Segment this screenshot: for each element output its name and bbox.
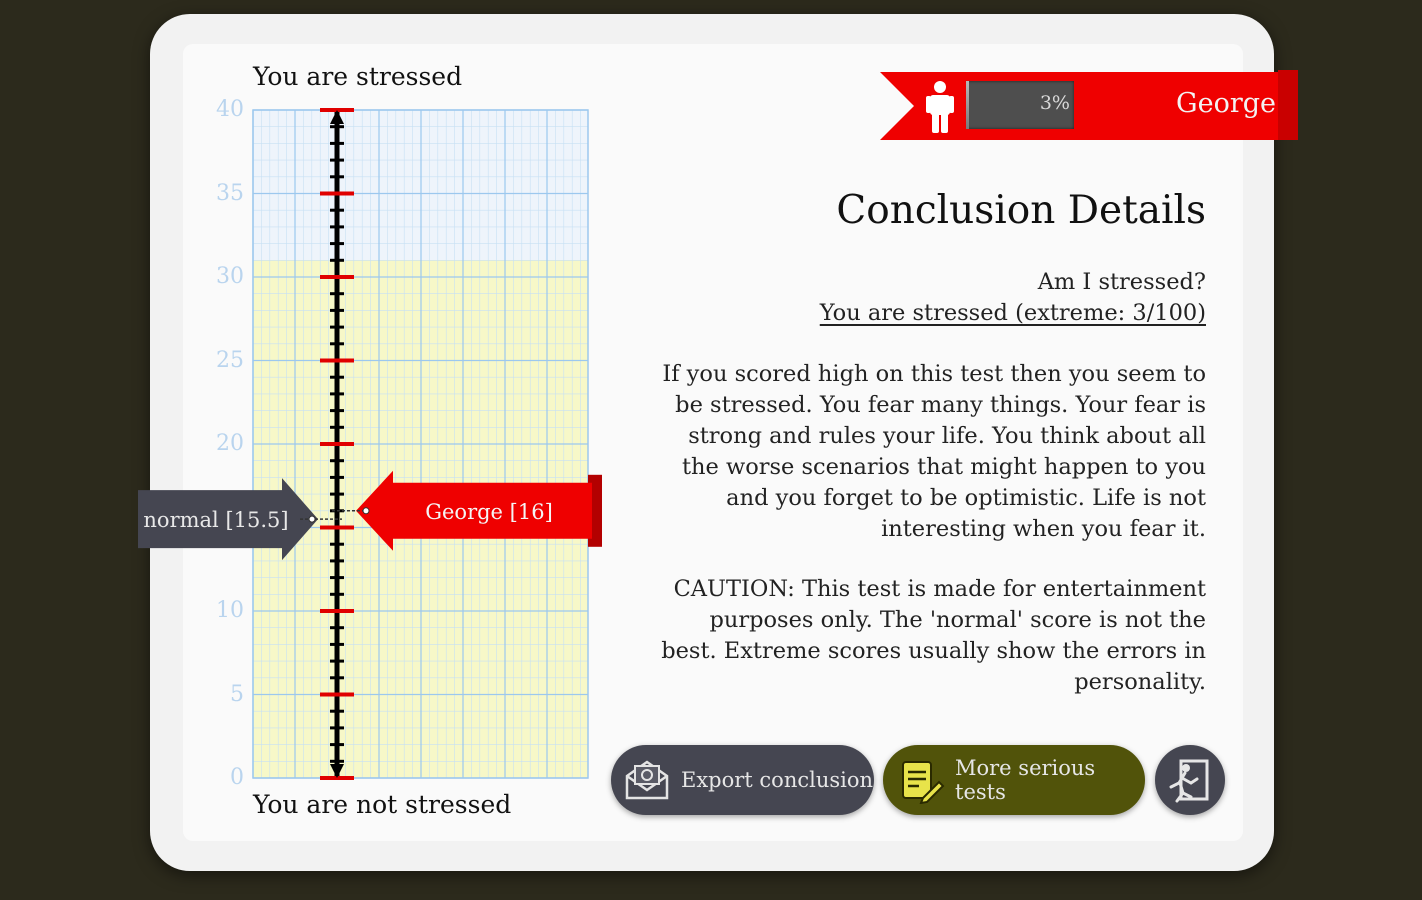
user-score-dot — [363, 508, 369, 514]
more-serious-tests-button[interactable] — [883, 745, 1145, 815]
details-title: Conclusion Details — [836, 188, 1206, 233]
normal-score-label: normal [15.5] — [143, 508, 289, 533]
scale-tick-label: 30 — [216, 264, 244, 289]
export-conclusion-button[interactable] — [611, 745, 874, 815]
scale-tick-label: 40 — [216, 97, 244, 122]
user-score-label: George [16] — [425, 499, 553, 524]
more-serious-tests-label: More serious tests — [955, 756, 1096, 804]
notepad-pencil-icon — [897, 756, 945, 804]
question-block — [660, 267, 1206, 329]
score-progress-bar — [966, 81, 1074, 129]
normal-score-dot — [309, 516, 315, 522]
result-description: If you scored high on this test then you seem to be stressed. You fear many things. Your fear is strong and rules your life. You think about all the worse scenarios that might happen to you and you forget to be optimistic. Life is not interesting when you fear it. — [662, 361, 1206, 542]
scale-top-label: You are stressed — [253, 62, 463, 91]
scale-tick-label: 10 — [216, 598, 244, 623]
person-icon — [924, 80, 956, 134]
score-progress-fill — [966, 81, 969, 129]
chart-grid — [253, 110, 588, 778]
scale-tick-label: 35 — [216, 180, 244, 206]
exit-button[interactable] — [1155, 745, 1225, 815]
scale-tick-label: 5 — [230, 681, 244, 707]
export-conclusion-label: Export conclusion — [681, 768, 874, 792]
caution-text: CAUTION: This test is made for entertainment purposes only. The 'normal' score is not the best. Extreme scores usually show the errors in personality. — [661, 576, 1206, 695]
user-name: George — [1176, 88, 1276, 119]
scale-tick-label: 25 — [216, 347, 244, 373]
scale-tick-label: 20 — [216, 431, 244, 456]
scale-bottom-label: You are not stressed — [253, 790, 512, 819]
score-progress-text: 3% — [1039, 92, 1070, 114]
question-text: Am I stressed? — [1037, 269, 1206, 295]
exit-door-icon — [1167, 757, 1213, 803]
answer-text: You are stressed (extreme: 3/100) — [819, 300, 1206, 326]
scale-tick-label: 0 — [230, 765, 244, 790]
envelope-icon — [623, 756, 671, 804]
